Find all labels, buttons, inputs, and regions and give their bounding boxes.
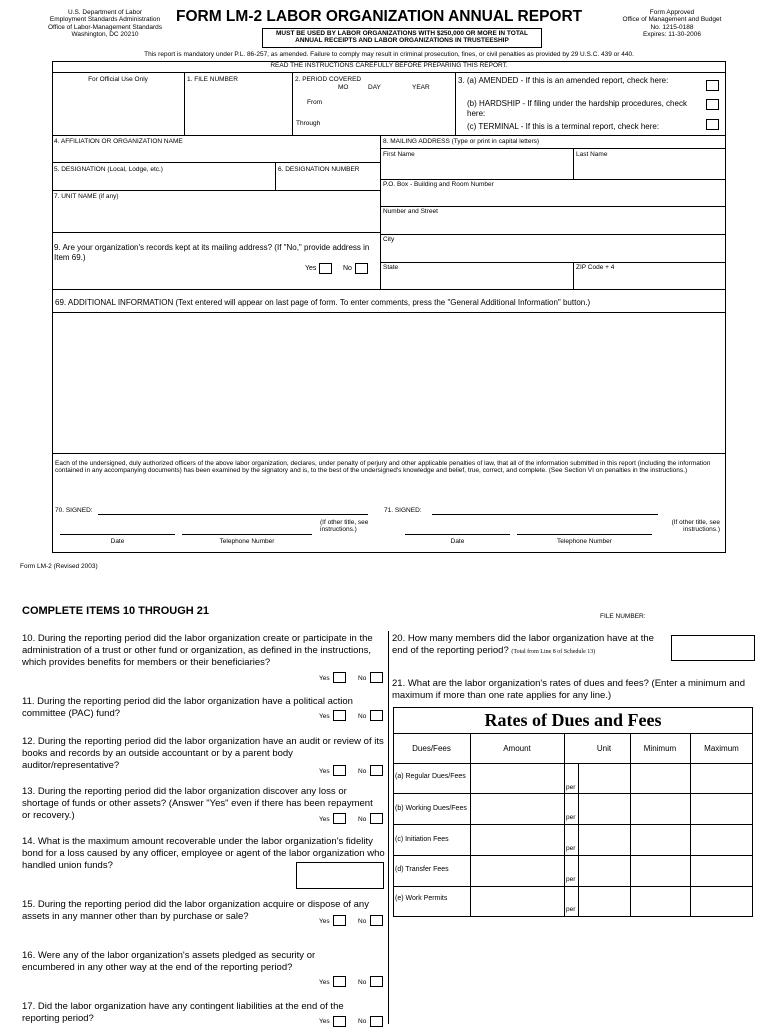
- q16-yes-checkbox[interactable]: [333, 976, 346, 987]
- date-71-line[interactable]: [405, 534, 510, 535]
- approval-line: No. 1215-0188: [650, 23, 694, 31]
- date-label: Date: [110, 538, 125, 545]
- q11-yes-checkbox[interactable]: [333, 710, 346, 721]
- designation-label: 5. DESIGNATION (Local, Lodge, etc.): [54, 166, 163, 173]
- agency-line: Office of Labor-Management Standards: [47, 23, 163, 31]
- agency-line: Washington, DC 20210: [71, 31, 139, 39]
- po-box-label: P.O. Box - Building and Room Number: [383, 181, 494, 188]
- approval-line: Expires: 11-30-2006: [642, 31, 702, 39]
- telephone-label: Telephone Number: [557, 538, 612, 545]
- through-label: Through: [296, 120, 321, 127]
- form-revised: Form LM-2 (Revised 2003): [20, 563, 98, 570]
- mandatory-notice: This report is mandatory under P.L. 86-257, as amended. Failure to comply may result in criminal prosecution, fines, or civil penalties as provided by 29 U.S.C. 439 or 440.: [144, 51, 634, 58]
- question-12: 12. During the reporting period did the labor organization have an audit or review of its books and records by an outside accountant or by a parent body auditor/representative?: [22, 736, 384, 771]
- per-label: per: [566, 814, 576, 821]
- records-no-checkbox[interactable]: [355, 263, 368, 274]
- q13-no-checkbox[interactable]: [370, 813, 383, 824]
- header-dues-fees: Dues/Fees: [412, 744, 451, 753]
- per-label: per: [566, 784, 576, 791]
- zip-label: ZIP Code + 4: [576, 264, 615, 271]
- q11-no-checkbox[interactable]: [370, 710, 383, 721]
- agency-line: U.S. Department of Labor: [67, 9, 143, 16]
- signature-70-line[interactable]: [98, 514, 368, 515]
- no-label: No: [358, 816, 367, 823]
- header-unit: Unit: [596, 744, 612, 753]
- section-title: COMPLETE ITEMS 10 THROUGH 21: [22, 605, 210, 617]
- records-yes-checkbox[interactable]: [319, 263, 332, 274]
- terminal-checkbox[interactable]: [706, 119, 719, 130]
- hardship-checkbox[interactable]: [706, 99, 719, 110]
- agency-block: [40, 9, 170, 39]
- date-label: Date: [450, 538, 465, 545]
- date-70-line[interactable]: [60, 534, 175, 535]
- header-amount: Amount: [503, 744, 531, 753]
- must-use-box: MUST BE USED BY LABOR ORGANIZATIONS WITH $250,000 OR MORE IN TOTAL ANNUAL RECEIPTS AND LABOR ORGANIZATIONS IN TRUSTEESHIP: [262, 28, 542, 48]
- dues-row-label: (e) Work Permits: [395, 895, 448, 902]
- signature-71-line[interactable]: [432, 514, 658, 515]
- form-title: FORM LM-2 LABOR ORGANIZATION ANNUAL REPORT: [176, 8, 583, 25]
- dues-row-label: (c) Initiation Fees: [395, 836, 449, 843]
- first-name-label: First Name: [383, 151, 415, 158]
- telephone-label: Telephone Number: [219, 538, 275, 545]
- per-label: per: [566, 906, 576, 913]
- question-20-text: 20. How many members did the labor organization have at the end of the reporting period?: [392, 633, 654, 656]
- question-20: [392, 633, 672, 657]
- unit-name-label: 7. UNIT NAME (if any): [54, 193, 119, 200]
- year-label: YEAR: [412, 84, 430, 91]
- hardship-label: (b) HARDSHIP - If filing under the hardship procedures, check here:: [467, 99, 687, 118]
- question-20-note: (Total from Line 8 of Schedule 13): [511, 648, 596, 655]
- agency-line: Employment Standards Administration: [49, 16, 161, 24]
- dues-row-label: (d) Transfer Fees: [395, 866, 449, 873]
- q12-no-checkbox[interactable]: [370, 765, 383, 776]
- per-label: per: [566, 876, 576, 883]
- q10-no-checkbox[interactable]: [370, 672, 383, 683]
- no-label: No: [358, 768, 367, 775]
- question-17: 17. Did the labor organization have any contingent liabilities at the end of the reporting period?: [22, 1001, 344, 1024]
- question-13: 13. During the reporting period did the labor organization discover any loss or shortage of funds or other assets? (Answer "Yes" even if there has been repayment or recovery.): [22, 786, 373, 821]
- question-14: 14. What is the maximum amount recoverable under the labor organization's fidelity bond for a loss caused by any officer, employee or agent of the labor organization who handled union funds?: [22, 836, 385, 871]
- approval-line: Form Approved: [649, 9, 695, 16]
- q15-no-checkbox[interactable]: [370, 915, 383, 926]
- official-use-label: For Official Use Only: [88, 76, 148, 83]
- approval-line: Office of Management and Budget: [622, 16, 722, 24]
- no-label: No: [358, 713, 367, 720]
- yes-label: Yes: [305, 265, 317, 272]
- phone-70-line[interactable]: [182, 534, 312, 535]
- q16-no-checkbox[interactable]: [370, 976, 383, 987]
- period-covered-label: 2. PERIOD COVERED: [295, 76, 362, 83]
- q13-yes-checkbox[interactable]: [333, 813, 346, 824]
- q15-yes-checkbox[interactable]: [333, 915, 346, 926]
- dues-row-label: (a) Regular Dues/Fees: [395, 773, 466, 780]
- street-label: Number and Street: [383, 208, 438, 215]
- yes-label: Yes: [319, 675, 330, 682]
- no-label: No: [358, 918, 367, 925]
- signed-71-label: 71. SIGNED:: [384, 507, 422, 514]
- certification-text: Each of the undersigned, duly authorized officers of the above labor organization, declares, under penalty of perjury and other applicable penalties of law, that all of the information submitted in this report (including the information contained in any accompanying documents) has been examined by the signatory and is, to the best of the undersigned's knowledge and belief, true, correct, and complete. (See Section VI on penalties in the instructions.): [55, 460, 711, 475]
- no-label: No: [358, 675, 367, 682]
- last-name-label: Last Name: [576, 151, 608, 158]
- dues-row-label: (b) Working Dues/Fees: [395, 805, 467, 812]
- question-21: 21. What are the labor organization's rates of dues and fees? (Enter a minimum and maximum if more than one rate applies for any line.): [392, 678, 745, 701]
- header-minimum: Minimum: [643, 744, 677, 753]
- question-15: 15. During the reporting period did the labor organization acquire or dispose of any assets in any manner other than by purchase or sale?: [22, 899, 369, 922]
- mailing-title: 8. MAILING ADDRESS (Type or print in capital letters): [383, 138, 540, 145]
- additional-info-textarea[interactable]: [53, 313, 725, 453]
- question-11: 11. During the reporting period did the labor organization have a political action committee (PAC) fund?: [22, 696, 353, 719]
- terminal-label: (c) TERMINAL - If this is a terminal report, check here:: [467, 122, 660, 131]
- signed-70-label: 70. SIGNED:: [55, 507, 93, 514]
- yes-label: Yes: [319, 713, 330, 720]
- q14-amount-input[interactable]: [296, 862, 384, 889]
- question-16: 16. Were any of the labor organization's assets pledged as security or encumbered in any other way at the end of the reporting period?: [22, 950, 316, 973]
- phone-71-line[interactable]: [517, 534, 652, 535]
- q12-yes-checkbox[interactable]: [333, 765, 346, 776]
- dues-table-title: Rates of Dues and Fees: [484, 710, 662, 730]
- day-label: DAY: [368, 84, 381, 91]
- state-label: State: [383, 264, 399, 271]
- header-maximum: Maximum: [704, 744, 739, 753]
- q17-no-checkbox[interactable]: [370, 1016, 383, 1027]
- approval-block: [616, 9, 728, 39]
- yes-label: Yes: [319, 918, 330, 925]
- designation-number-label: 6. DESIGNATION NUMBER: [278, 166, 360, 173]
- city-label: City: [383, 236, 395, 243]
- read-instructions: READ THE INSTRUCTIONS CAREFULLY BEFORE PREPARING THIS REPORT.: [270, 62, 508, 69]
- file-number-label: 1. FILE NUMBER: [187, 76, 238, 83]
- other-title-note: (If other title, see instructions.): [671, 519, 720, 534]
- q10-yes-checkbox[interactable]: [333, 672, 346, 683]
- no-label: No: [343, 265, 352, 272]
- additional-info-label: 69. ADDITIONAL INFORMATION (Text entered will appear on last page of form. To enter comments, press the "General Additional Information" button.): [55, 298, 591, 307]
- mo-label: MO: [338, 84, 349, 91]
- amended-checkbox[interactable]: [706, 80, 719, 91]
- no-label: No: [358, 979, 367, 986]
- q17-yes-checkbox[interactable]: [333, 1016, 346, 1027]
- yes-label: Yes: [319, 768, 330, 775]
- other-title-note: (If other title, see instructions.): [320, 519, 369, 534]
- yes-label: Yes: [319, 979, 330, 986]
- file-number-small: FILE NUMBER:: [600, 613, 646, 620]
- yes-label: Yes: [319, 1018, 330, 1025]
- records-question: 9. Are your organization's records kept at its mailing address? (If "No," provide address in Item 69.): [54, 243, 370, 262]
- affiliation-label: 4. AFFILIATION OR ORGANIZATION NAME: [54, 138, 183, 145]
- q20-members-input[interactable]: [671, 635, 755, 661]
- question-10: 10. During the reporting period did the labor organization create or participate in the administration of a trust or other fund or organization, as defined in the instructions, which provides benefits for members or their beneficiaries?: [22, 633, 373, 668]
- yes-label: Yes: [319, 816, 330, 823]
- from-label: From: [307, 99, 323, 106]
- amended-label: 3. (a) AMENDED - If this is an amended report, check here:: [458, 76, 669, 85]
- no-label: No: [358, 1018, 367, 1025]
- per-label: per: [566, 845, 576, 852]
